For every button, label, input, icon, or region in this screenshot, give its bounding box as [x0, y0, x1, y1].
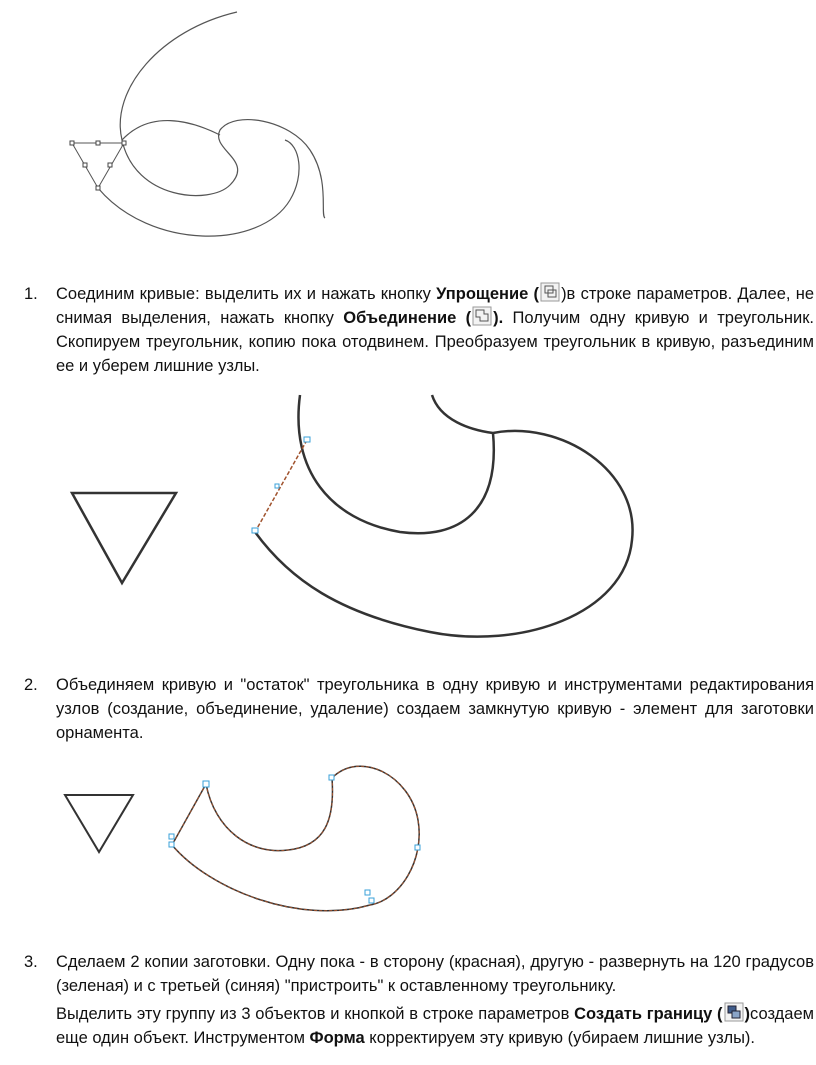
step-3: 3. Сделаем 2 копии заготовки. Одну пока - в сторону (красная), другую - развернуть на 120 градусов (зеленая) и с третьей (синяя) "пристроить" к оставленному треугольнику. Выделить эту группу из 3 объектов и кнопкой в строке параметров Создать границу ( )создаем еще один объект. Инструментом Форма корректируем эту кривую (убираем лишние узлы). — [24, 950, 814, 1050]
closed-ornament-curve — [172, 766, 419, 911]
step-number: 1. — [24, 285, 38, 303]
small-triangle — [65, 795, 133, 852]
triangle-outline — [72, 143, 124, 188]
figure-3-triangle-and-closed-curve — [60, 760, 440, 920]
create-boundary-icon — [724, 1002, 744, 1022]
step-2-text: Объединяем кривую и "остаток" треугольника в одну кривую и инструментами редактирования узлов (создание, объединение, удаление) создаем замкнутую кривую - элемент для заготовки орнамента. — [56, 676, 814, 742]
weld-icon — [472, 306, 492, 326]
separate-triangle — [72, 493, 176, 583]
step-number: 3. — [24, 953, 38, 971]
outer-spiral-curve — [120, 12, 325, 218]
figure-1-curves-and-triangle — [50, 0, 350, 260]
lower-spiral-curve — [98, 140, 299, 236]
triangle-remainder-edge — [255, 440, 307, 532]
upper-arc-curve — [255, 395, 633, 637]
inner-spiral-curve — [122, 121, 220, 140]
outer-arc-curve — [298, 395, 493, 533]
step-2 — [24, 673, 814, 745]
figure-2-triangle-and-curve — [60, 390, 660, 650]
step-1: 1. Соединим кривые: выделить их и нажать кнопку Упрощение ( )в строке параметров. Далее, не снимая выделения, нажать кнопку Объединение ( ). Получим одну кривую и треугольник. Скопируем треугольник, копию пока отодвинем. Преобразуем треугольник в кривую, разъединим ее и уберем лишние узлы. — [24, 282, 814, 382]
step-number: 2. — [24, 676, 38, 694]
simplify-icon — [540, 282, 560, 302]
